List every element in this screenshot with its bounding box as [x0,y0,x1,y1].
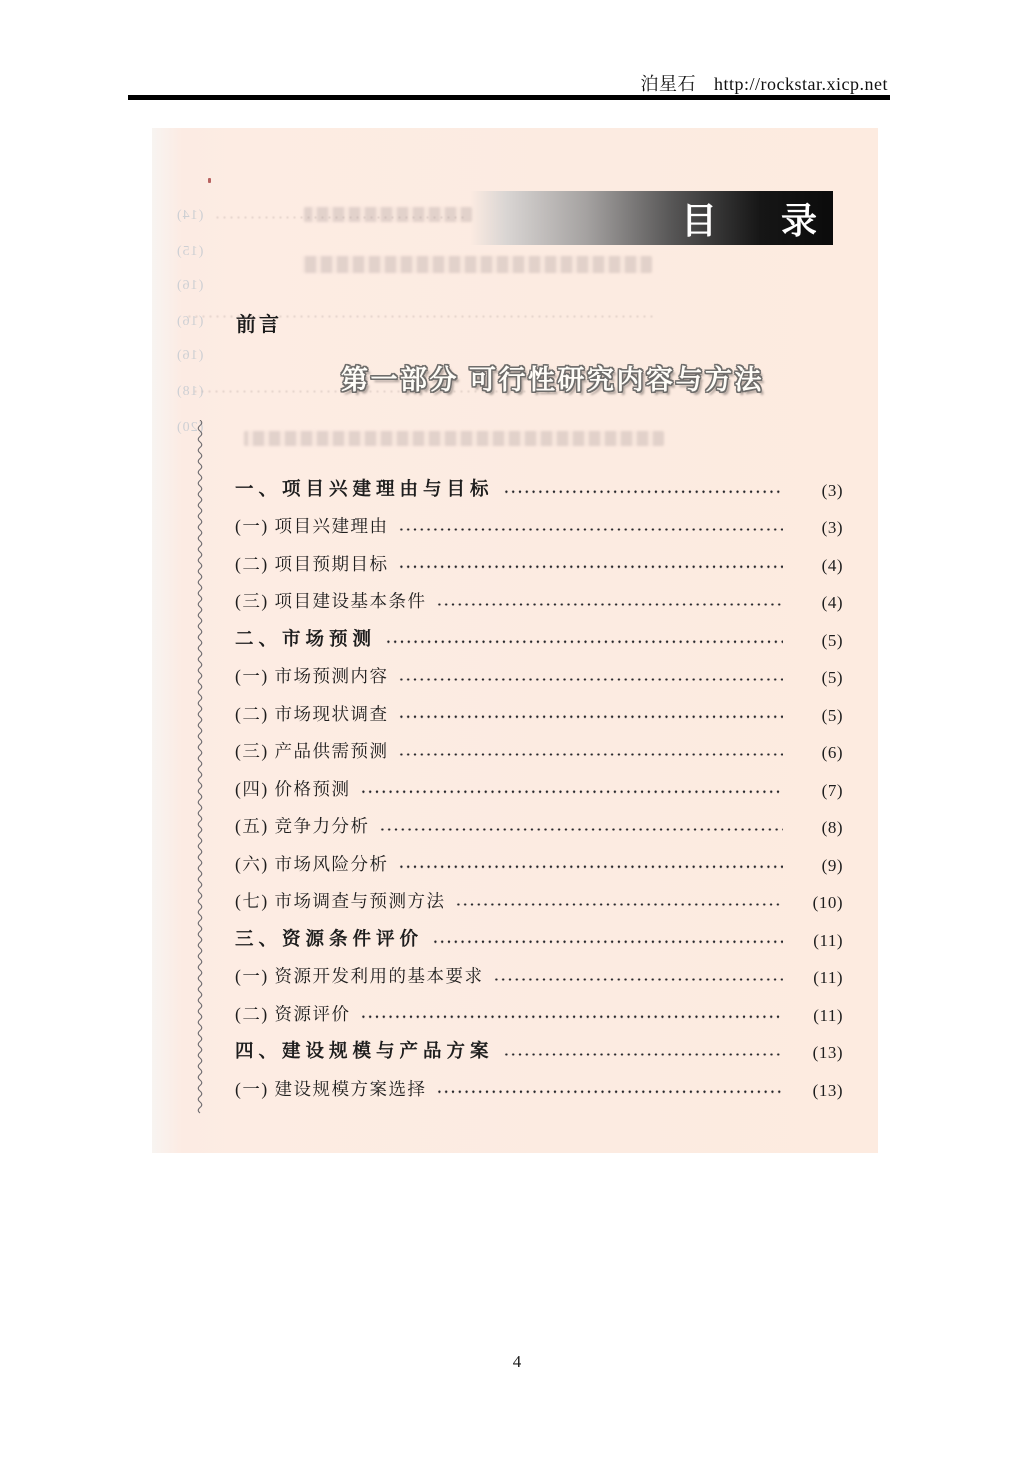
toc-entry-label: (二) 项目预期目标 [235,553,389,574]
toc-banner-title: 目 录 [680,199,831,241]
toc-entry [235,580,843,618]
toc-entry-page-number: (3) [821,518,843,537]
toc-entry-label: (一) 资源开发利用的基本要求 [235,966,484,986]
toc-leader-dots [398,753,783,756]
toc-entry-label: (三) 项目建设基本条件 [235,591,427,611]
bleedthrough-text-blob [244,431,664,446]
toc-entry [235,1067,843,1105]
toc-entry-page-number: (9) [821,855,843,875]
toc-entry-page-number: (3) [821,480,843,500]
toc-leader-dots [436,1090,783,1093]
ink-speck [208,178,211,183]
bleedthrough-page-number: (14) [176,208,204,223]
toc-leader-dots [503,1053,783,1056]
toc-leader-dots [398,865,783,868]
toc-leader-dots [398,715,783,718]
toc-leader-dots [503,490,783,493]
toc-leader-dots [379,828,783,831]
scanned-page [152,128,878,1153]
page-crease-zigzag [194,420,206,1120]
toc-entry-label: 一、项目兴建理由与目标 [235,477,494,499]
toc-leader-dots [455,903,783,906]
toc-entry-label: (五) 竞争力分析 [235,816,370,836]
toc-leader-dots [432,940,783,943]
toc-entry [235,542,843,580]
toc-entry-page-number: (5) [821,668,843,687]
toc-entry-page-number: (6) [821,743,843,762]
toc-entry-label: (七) 市场调查与预测方法 [235,891,446,911]
toc-entry [235,880,843,918]
bleedthrough-page-number: (16) [176,314,204,329]
toc-entry-page-number: (13) [812,1080,843,1100]
toc-entry-page-number: (5) [821,630,843,650]
toc-leader-dots [493,978,783,981]
toc-entry-page-number: (11) [813,930,843,950]
toc-entry [235,992,843,1030]
toc-entry-label: (六) 市场风险分析 [235,853,389,874]
header-rule [128,95,890,100]
toc-leader-dots [385,640,783,643]
toc-entry-page-number: (10) [812,893,843,912]
site-url: http://rockstar.xicp.net [714,74,888,94]
toc-entry-label: (三) 产品供需预测 [235,741,389,761]
toc-entry-label: 四、建设规模与产品方案 [235,1040,494,1061]
toc-leader-dots [398,678,783,681]
toc-entry-label: (二) 市场现状调查 [235,703,389,724]
toc-leader-dots [436,603,783,606]
toc-entry [235,955,843,993]
toc-entry-label: (一) 项目兴建理由 [235,516,389,536]
preface-label: 前言 [236,314,282,336]
toc-banner [470,191,833,245]
toc-list [235,467,843,1105]
toc-entry [235,617,843,655]
part-heading: 第一部分 可行性研究内容与方法 [341,365,765,395]
toc-leader-dots [398,565,783,568]
bleedthrough-page-number: (16) [176,348,204,363]
bleedthrough-page-number: (20) [176,420,204,435]
toc-entry [235,1030,843,1068]
toc-entry [235,467,843,505]
toc-entry [235,805,843,843]
toc-entry-page-number: (13) [812,1043,843,1062]
toc-leader-dots [360,1015,783,1018]
bleedthrough-page-number: (15) [176,244,204,259]
toc-entry-label: (一) 市场预测内容 [235,666,389,686]
bleedthrough-text-blob [302,256,652,273]
bleedthrough-text-blob [304,207,472,222]
toc-leader-dots [360,790,783,793]
toc-entry-label: (四) 价格预测 [235,778,351,799]
bleedthrough-page-number: (18) [176,384,204,399]
toc-entry-page-number: (11) [813,1005,843,1025]
toc-entry [235,505,843,543]
toc-entry-label: 二、市场预测 [235,627,377,649]
toc-entry-page-number: (5) [821,705,843,725]
toc-entry-label: (一) 建设规模方案选择 [235,1078,427,1099]
toc-entry-page-number: (4) [821,593,843,612]
site-header [128,70,888,96]
toc-entry-page-number: (7) [821,780,843,800]
toc-entry [235,842,843,880]
bleedthrough-page-number: (16) [176,278,204,293]
toc-entry [235,692,843,730]
toc-entry [235,767,843,805]
toc-entry-label: (二) 资源评价 [235,1003,351,1024]
toc-entry-page-number: (8) [821,818,843,837]
site-name: 泊星石 [640,74,697,94]
toc-entry [235,655,843,693]
toc-leader-dots [398,528,783,531]
toc-entry [235,917,843,955]
toc-entry [235,730,843,768]
toc-entry-label: 三、资源条件评价 [235,927,424,949]
footer-page-number: 4 [512,1352,522,1371]
toc-entry-page-number: (4) [821,555,843,575]
toc-entry-page-number: (11) [813,968,843,987]
